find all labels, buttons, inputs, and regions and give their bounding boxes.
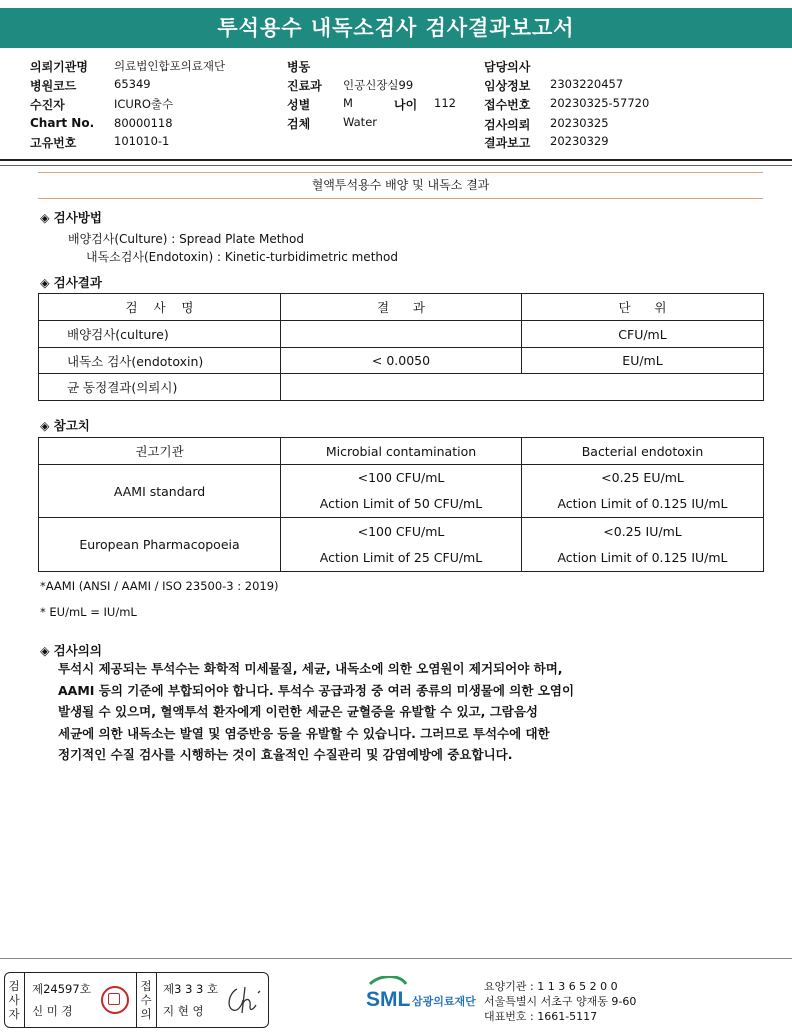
reference-header-micro: Microbial contamination	[281, 438, 522, 465]
note-aami: *AAMI (ANSI / AAMI / ISO 23500-3 : 2019)	[40, 579, 279, 593]
table-row	[39, 465, 764, 518]
reference-header-endo: Bacterial endotoxin	[522, 438, 764, 465]
significance-text	[58, 658, 574, 766]
method-endotoxin: 내독소검사(Endotoxin) : Kinetic-turbidimetric method	[86, 250, 398, 264]
receipt-label: 접수번호	[484, 98, 531, 112]
approver-label-text: 접수의	[140, 979, 152, 1021]
gender-value: M	[343, 96, 353, 110]
significance-heading-text: 검사의의	[53, 643, 102, 658]
receipt-value: 20230325-57720	[550, 96, 650, 110]
significance-line: 세균에 의한 내독소는 발열 및 염증반응 등을 유발할 수 있습니다. 그러므로 투석수에 대한	[58, 725, 550, 741]
approver-license: 제3 3 3 호	[163, 982, 219, 996]
reference-heading	[40, 416, 90, 434]
aami-endo	[522, 465, 764, 518]
report-title: 투석용수 내독소검사 검사결과보고서	[0, 8, 792, 48]
sml-logo-icon	[366, 976, 476, 1014]
subtitle-top-line	[38, 172, 763, 173]
recipient-value: ICURO출수	[114, 97, 174, 111]
age-label: 나이	[394, 98, 418, 112]
ep-endo-limit: <0.25 IU/mL	[603, 523, 682, 539]
hospital-code-value: 65349	[114, 77, 151, 91]
ward-label: 병동	[287, 60, 311, 74]
approver-name: 지 현 영	[163, 1004, 204, 1018]
reference-heading-text: 참고치	[53, 418, 90, 433]
subtitle-bottom-line	[38, 198, 763, 199]
method-heading	[40, 208, 102, 226]
hospital-code-label: 병원코드	[30, 79, 77, 93]
section-subtitle: 혈액투석용수 배양 및 내독소 결과	[311, 178, 490, 192]
ep-micro-limit: <100 CFU/mL	[357, 523, 445, 539]
approver-label	[137, 973, 155, 1027]
svg-text:삼광의료재단: 삼광의료재단	[412, 995, 476, 1008]
org-code: 요양기관 : 1 1 3 6 5 2 0 0	[484, 980, 618, 993]
results-header-name: 검 사 명	[39, 294, 281, 321]
method-culture: 배양검사(Culture) : Spread Plate Method	[68, 232, 304, 246]
aami-org: AAMI standard	[39, 465, 281, 518]
report-value: 20230329	[550, 134, 609, 148]
results-header-unit: 단 위	[522, 294, 764, 321]
specimen-label: 검체	[287, 117, 311, 131]
significance-line: 투석시 제공되는 투석수는 화학적 미세물질, 세균, 내독소에 의한 오염원이 제거되어야 하며,	[58, 661, 563, 676]
method-heading-text: 검사방법	[53, 210, 102, 225]
ep-endo	[522, 518, 764, 572]
dept-label: 진료과	[287, 79, 322, 93]
dept-value: 인공신장실99	[343, 78, 414, 92]
aami-micro	[281, 465, 522, 518]
table-row	[39, 348, 764, 374]
table-row	[39, 518, 764, 572]
examiner-seal	[101, 986, 129, 1014]
signature-box	[4, 972, 269, 1028]
sml-logo	[366, 976, 476, 1017]
ep-micro-action: Action Limit of 25 CFU/mL	[319, 549, 483, 565]
request-label: 검사의뢰	[484, 118, 531, 132]
signature-divider	[156, 973, 157, 1027]
specimen-value: Water	[343, 115, 377, 129]
diamond-bullet-icon: ◈	[40, 210, 50, 225]
report-label: 결과보고	[484, 136, 531, 150]
svg-text:SML: SML	[366, 988, 411, 1011]
chart-label: Chart No.	[30, 116, 95, 130]
culture-result	[281, 321, 522, 348]
approver-signature-icon	[223, 983, 263, 1017]
endotoxin-name: 내독소 검사(endotoxin)	[39, 348, 281, 374]
significance-line: 정기적인 수질 검사를 시행하는 것이 효율적인 수질관리 및 감염예방에 중요합니다.	[58, 747, 513, 762]
recipient-label: 수진자	[30, 98, 65, 112]
table-row	[39, 374, 764, 401]
diamond-bullet-icon: ◈	[40, 643, 50, 658]
reference-table	[38, 437, 764, 572]
gender-label: 성별	[287, 98, 311, 112]
reference-header-org: 권고기관	[39, 438, 281, 465]
examiner-license: 제24597호	[32, 982, 91, 996]
unique-label: 고유번호	[30, 136, 77, 150]
results-table	[38, 293, 764, 401]
examiner-label-text: 검사자	[8, 979, 20, 1021]
table-row	[39, 321, 764, 348]
institution-value: 의료법인합포의료재단	[114, 59, 226, 73]
divider-thin	[0, 165, 792, 166]
examiner-name: 신 미 경	[32, 1004, 73, 1018]
org-address: 서울특별시 서초구 양재동 9-60	[484, 995, 637, 1008]
note-unit: * EU/mL = IU/mL	[40, 605, 137, 619]
results-heading-text: 검사결과	[53, 275, 102, 290]
request-value: 20230325	[550, 116, 609, 130]
endotoxin-unit: EU/mL	[522, 348, 764, 374]
significance-line: 발생될 수 있으며, 혈액투석 환자에게 이런한 세균은 균혈증을 유발할 수 있고, 그람음성	[58, 704, 538, 719]
diamond-bullet-icon: ◈	[40, 418, 50, 433]
significance-heading	[40, 641, 102, 659]
unique-value: 101010-1	[114, 134, 170, 148]
results-header-result: 결 과	[281, 294, 522, 321]
ep-org: European Pharmacopoeia	[39, 518, 281, 572]
table-row	[39, 294, 764, 321]
aami-micro-action: Action Limit of 50 CFU/mL	[319, 496, 483, 511]
aami-endo-action: Action Limit of 0.125 IU/mL	[557, 496, 728, 511]
signature-divider	[24, 973, 25, 1027]
chart-value: 80000118	[114, 116, 173, 130]
table-row	[39, 438, 764, 465]
examiner-label	[5, 973, 23, 1027]
identification-name: 균 동정결과(의뢰시)	[39, 374, 281, 401]
footer-divider	[0, 958, 792, 959]
doctor-label: 담당의사	[484, 60, 531, 74]
patient-info	[0, 56, 792, 152]
ep-micro	[281, 518, 522, 572]
results-heading	[40, 273, 102, 291]
aami-endo-limit: <0.25 EU/mL	[601, 470, 684, 485]
age-value: 112	[434, 96, 456, 110]
clinical-value: 2303220457	[550, 77, 624, 91]
organization-info	[484, 979, 636, 1024]
endotoxin-result: < 0.0050	[281, 348, 522, 374]
identification-result	[281, 374, 764, 401]
diamond-bullet-icon: ◈	[40, 275, 50, 290]
institution-label: 의뢰기관명	[30, 60, 88, 74]
aami-micro-limit: <100 CFU/mL	[357, 470, 445, 485]
org-phone: 대표번호 : 1661-5117	[484, 1010, 598, 1023]
significance-line: AAMI 등의 기준에 부합되어야 합니다. 투석수 공급과정 중 여러 종류의 미생물에 의한 오염이	[58, 682, 575, 698]
ep-endo-action: Action Limit of 0.125 IU/mL	[557, 549, 728, 565]
culture-unit: CFU/mL	[522, 321, 764, 348]
culture-name: 배양검사(culture)	[39, 321, 281, 348]
clinical-label: 임상정보	[484, 79, 531, 93]
divider-thick	[0, 159, 792, 161]
